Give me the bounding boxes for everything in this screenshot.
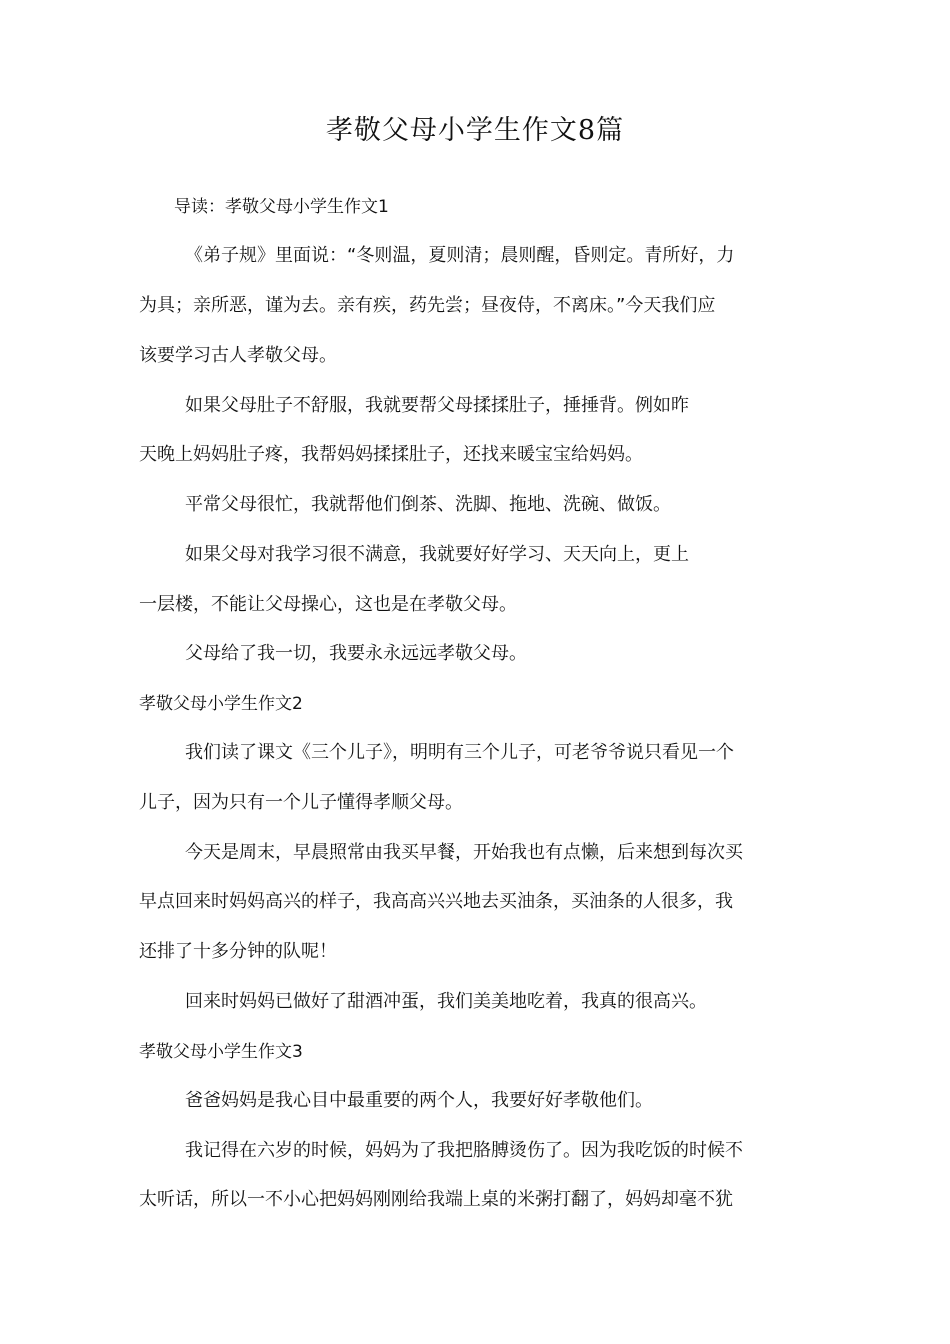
paragraph-line: 爸爸妈妈是我心目中最重要的两个人，我要好好孝敬他们。 (185, 1090, 653, 1111)
section-heading: 孝敬父母小学生作文3 (139, 1042, 303, 1062)
paragraph-line: 为具；亲所恶，谨为去。亲有疾，药先尝；昼夜侍，不离床。”今天我们应 (139, 295, 716, 316)
paragraph-line: 该要学习古人孝敬父母。 (139, 345, 337, 366)
paragraph-line: 如果父母肚子不舒服，我就要帮父母揉揉肚子，捶捶背。例如昨 (185, 395, 689, 416)
paragraph-line: 儿子，因为只有一个儿子懂得孝顺父母。 (139, 792, 463, 813)
intro-heading: 导读：孝敬父母小学生作文1 (174, 197, 389, 217)
paragraph-line: 天晚上妈妈肚子疼，我帮妈妈揉揉肚子，还找来暖宝宝给妈妈。 (139, 444, 643, 465)
paragraph-line: 太听话，所以一不小心把妈妈刚刚给我端上桌的米粥打翻了，妈妈却毫不犹 (139, 1189, 733, 1210)
paragraph-line: 平常父母很忙，我就帮他们倒茶、洗脚、拖地、洗碗、做饭。 (185, 494, 671, 515)
paragraph-line: 还排了十多分钟的队呢！ (139, 941, 337, 962)
paragraph-line: 我们读了课文《三个儿子》，明明有三个儿子，可老爷爷说只看见一个 (185, 742, 734, 763)
paragraph-line: 《弟子规》里面说：“冬则温，夏则清；晨则醒，昏则定。青所好，力 (185, 245, 735, 266)
paragraph-line: 早点回来时妈妈高兴的样子，我高高兴兴地去买油条，买油条的人很多，我 (139, 891, 733, 912)
section-heading: 孝敬父母小学生作文2 (139, 694, 303, 714)
paragraph-line: 如果父母对我学习很不满意，我就要好好学习、天天向上，更上 (185, 544, 689, 565)
paragraph-line: 回来时妈妈已做好了甜酒冲蛋，我们美美地吃着，我真的很高兴。 (185, 991, 707, 1012)
page-title: 孝敬父母小学生作文8篇 (325, 115, 625, 146)
paragraph-line: 今天是周末，早晨照常由我买早餐，开始我也有点懒，后来想到每次买 (185, 842, 743, 863)
paragraph-line: 父母给了我一切，我要永永远远孝敬父母。 (185, 643, 527, 664)
paragraph-line: 一层楼，不能让父母操心，这也是在孝敬父母。 (139, 594, 517, 615)
paragraph-line: 我记得在六岁的时候，妈妈为了我把胳膊烫伤了。因为我吃饭的时候不 (185, 1140, 743, 1161)
